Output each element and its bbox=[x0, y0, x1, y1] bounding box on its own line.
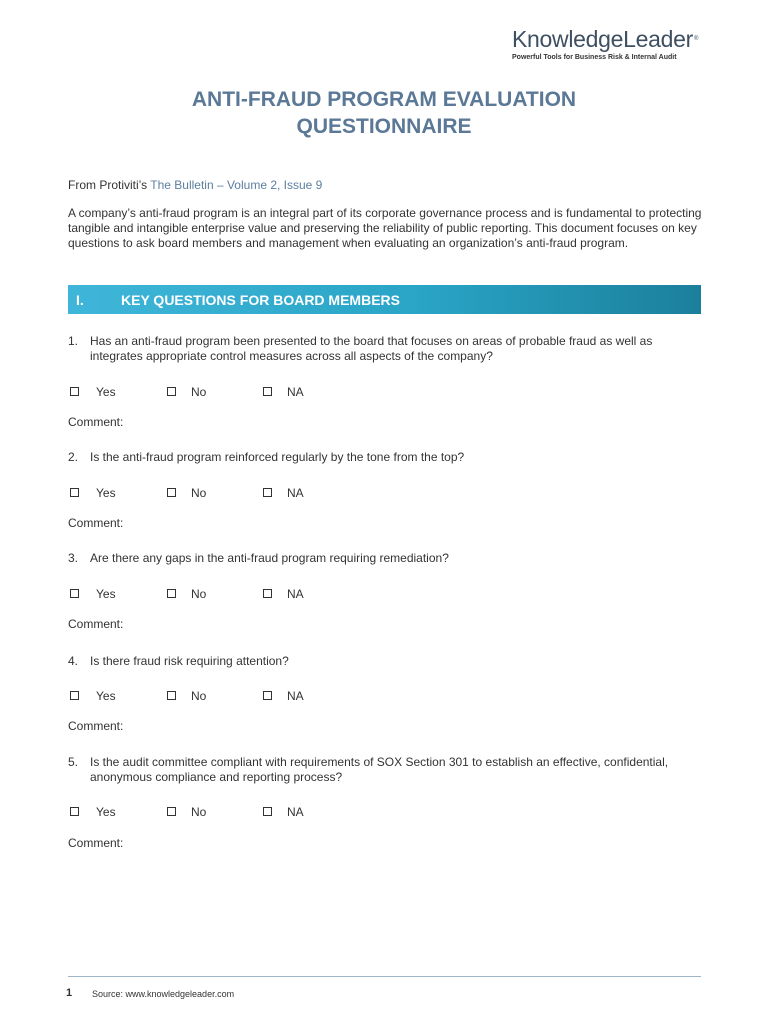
section-header bbox=[68, 285, 701, 314]
checkbox-na[interactable] bbox=[263, 807, 272, 816]
question-text-line-1: Has an anti-fraud program been presented to the board that focuses on areas of probable fraud as well as bbox=[90, 334, 653, 348]
footer-source: Source: www.knowledgeleader.com bbox=[92, 989, 235, 999]
question-text bbox=[90, 334, 708, 363]
option-label-no: No bbox=[191, 689, 207, 703]
source-prefix: From Protiviti’s bbox=[68, 178, 151, 192]
checkbox-no[interactable] bbox=[167, 807, 176, 816]
brand-name-part1: Knowledge bbox=[512, 26, 624, 52]
question-text-line-2: anonymous compliance and reporting process? bbox=[90, 769, 343, 784]
registered-mark: ® bbox=[693, 36, 699, 42]
brand-name bbox=[512, 26, 712, 52]
question-number: 2. bbox=[68, 450, 79, 464]
option-label-na: NA bbox=[287, 486, 304, 500]
option-label-yes: Yes bbox=[96, 805, 116, 819]
bulletin-link[interactable]: The Bulletin – Volume 2, Issue 9 bbox=[150, 178, 323, 192]
brand-logo bbox=[512, 26, 712, 62]
question-5 bbox=[68, 755, 708, 784]
option-label-na: NA bbox=[287, 587, 304, 601]
question-text-line-1: Is the anti-fraud program reinforced regularly by the tone from the top? bbox=[90, 450, 465, 464]
question-text bbox=[90, 551, 708, 566]
checkbox-no[interactable] bbox=[167, 488, 176, 497]
comment-label-q2: Comment: bbox=[68, 516, 124, 530]
checkbox-yes[interactable] bbox=[70, 691, 79, 700]
intro-paragraph: A company’s anti-fraud program is an integral part of its corporate governance process and is fundamental to protecting tangible and intangible enterprise value and preserving the reliability of public reporting. This document focuses on key questions to ask board members and management when evaluating an organization’s anti-fraud program. bbox=[68, 206, 702, 250]
question-number: 1. bbox=[68, 334, 79, 348]
question-text bbox=[90, 654, 708, 669]
comment-label-q1: Comment: bbox=[68, 415, 124, 429]
brand-tagline: Powerful Tools for Business Risk & Internal Audit bbox=[512, 54, 677, 61]
question-text-line-2: integrates appropriate control measures across all aspects of the company? bbox=[90, 348, 493, 363]
question-3 bbox=[68, 551, 708, 566]
option-label-na: NA bbox=[287, 689, 304, 703]
question-4 bbox=[68, 654, 708, 669]
option-label-no: No bbox=[191, 385, 207, 399]
comment-label-q5: Comment: bbox=[68, 836, 124, 850]
checkbox-no[interactable] bbox=[167, 691, 176, 700]
checkbox-no[interactable] bbox=[167, 589, 176, 598]
checkbox-na[interactable] bbox=[263, 387, 272, 396]
option-label-no: No bbox=[191, 486, 207, 500]
checkbox-no[interactable] bbox=[167, 387, 176, 396]
question-text-line-1: Are there any gaps in the anti-fraud program requiring remediation? bbox=[90, 551, 449, 565]
option-label-no: No bbox=[191, 805, 207, 819]
checkbox-yes[interactable] bbox=[70, 488, 79, 497]
option-label-na: NA bbox=[287, 805, 304, 819]
section-heading: KEY QUESTIONS FOR BOARD MEMBERS bbox=[121, 292, 400, 308]
comment-label-q4: Comment: bbox=[68, 719, 124, 733]
page-number: 1 bbox=[66, 987, 73, 999]
question-number: 4. bbox=[68, 654, 79, 668]
checkbox-na[interactable] bbox=[263, 691, 272, 700]
option-label-no: No bbox=[191, 587, 207, 601]
section-numeral: I. bbox=[76, 292, 84, 308]
question-text bbox=[90, 755, 708, 784]
option-label-yes: Yes bbox=[96, 689, 116, 703]
title-line-2: QUESTIONNAIRE bbox=[296, 115, 472, 138]
option-label-yes: Yes bbox=[96, 385, 116, 399]
title-line-1: ANTI-FRAUD PROGRAM EVALUATION bbox=[191, 88, 577, 111]
checkbox-yes[interactable] bbox=[70, 387, 79, 396]
comment-label-q3: Comment: bbox=[68, 617, 124, 631]
question-text-line-1: Is there fraud risk requiring attention? bbox=[90, 654, 289, 668]
checkbox-yes[interactable] bbox=[70, 807, 79, 816]
question-number: 5. bbox=[68, 755, 79, 769]
question-2 bbox=[68, 450, 708, 465]
document-title bbox=[68, 86, 700, 140]
checkbox-yes[interactable] bbox=[70, 589, 79, 598]
question-number: 3. bbox=[68, 551, 79, 565]
question-text bbox=[90, 450, 708, 465]
source-line bbox=[68, 178, 322, 192]
brand-name-part2: Leader bbox=[623, 26, 693, 52]
option-label-na: NA bbox=[287, 385, 304, 399]
checkbox-na[interactable] bbox=[263, 589, 272, 598]
question-1 bbox=[68, 334, 708, 363]
checkbox-na[interactable] bbox=[263, 488, 272, 497]
footer-divider bbox=[68, 976, 701, 977]
option-label-yes: Yes bbox=[96, 486, 116, 500]
question-text-line-1: Is the audit committee compliant with requirements of SOX Section 301 to establish an effective, confidential, bbox=[90, 755, 669, 769]
option-label-yes: Yes bbox=[96, 587, 116, 601]
